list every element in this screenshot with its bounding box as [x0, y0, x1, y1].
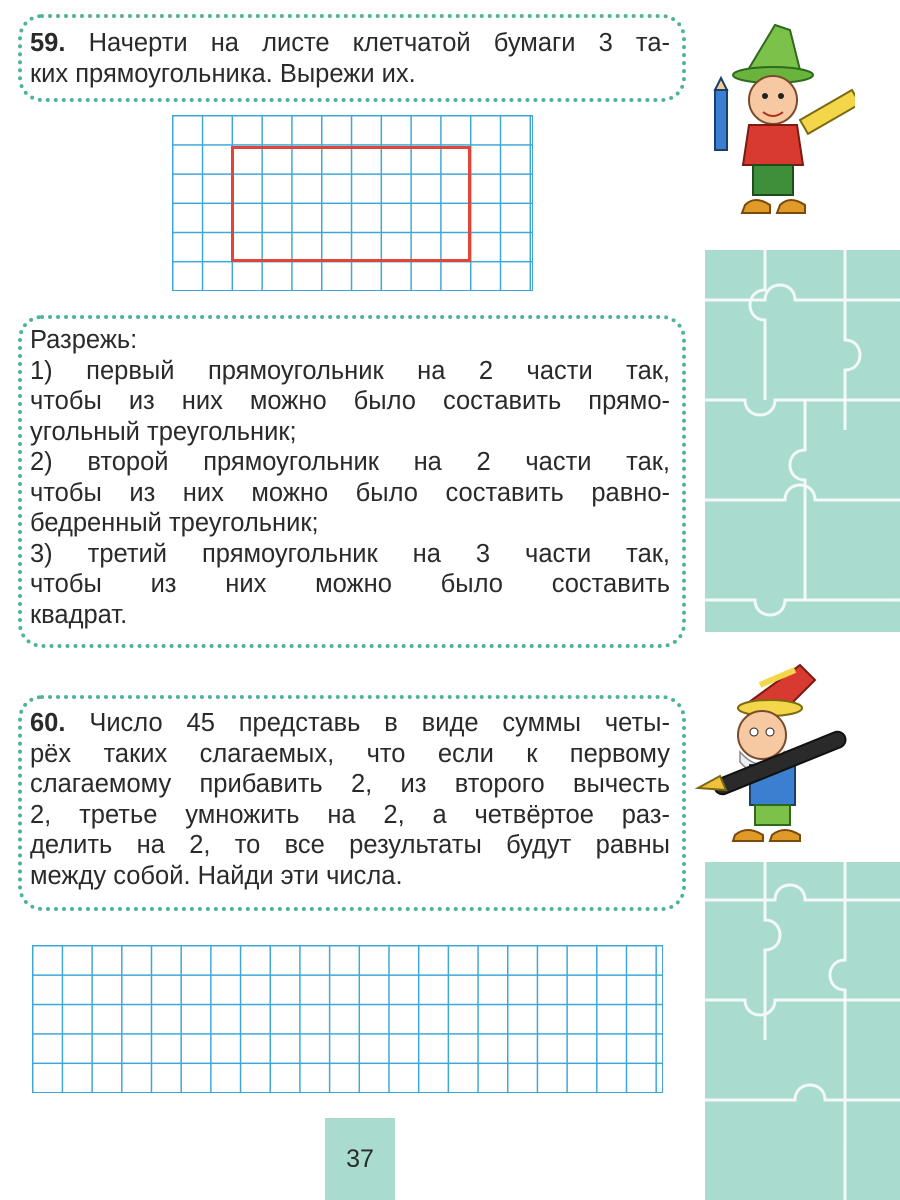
cut-line-2: 1) первый прямоугольник на 2 части так,: [30, 356, 670, 385]
cut-line-6: чтобы из них можно было составить равно-: [30, 478, 670, 507]
task-60-line-4: 2, третье умножить на 2, а четвёртое раз-: [30, 800, 670, 829]
gnome-with-pen-illustration: [690, 660, 860, 850]
task-59-line-2: ких прямоугольника. Вырежи их.: [30, 59, 416, 88]
cut-line-1: Разрежь:: [30, 326, 138, 354]
task-60-line-6: между собой. Найди эти числа.: [30, 861, 403, 890]
red-rectangle-drawing: [231, 146, 471, 262]
cut-instructions-text: [30, 325, 670, 630]
task-60-line-1: Число 45 представь в виде суммы четы-: [65, 709, 670, 737]
task-60-number: 60.: [30, 709, 66, 737]
task-59-line-1: Начерти на листе клетчатой бумаги 3 та-: [88, 29, 670, 57]
cut-line-3: чтобы из них можно было составить прямо-: [30, 387, 670, 415]
task-59-number: 59.: [30, 29, 66, 57]
gnome-with-pencil-illustration: [705, 20, 855, 230]
cut-line-4: угольный треугольник;: [30, 417, 297, 446]
grid-paper-task-60: [32, 945, 663, 1093]
cut-line-7: бедренный треугольник;: [30, 509, 319, 537]
cut-line-8: 3) третий прямоугольник на 3 части так,: [30, 539, 670, 568]
task-60-line-5: делить на 2, то все результаты будут равны: [30, 831, 670, 859]
page-number: 37: [346, 1145, 374, 1173]
cut-line-9: чтобы из них можно было составить: [30, 570, 670, 598]
cut-line-10: квадрат.: [30, 600, 128, 629]
task-59-text: [30, 28, 670, 89]
task-60-line-3: слагаемому прибавить 2, из второго вычесть: [30, 770, 670, 798]
task-60-line-2: рёх таких слагаемых, что если к первому: [30, 739, 670, 768]
task-60-text: [30, 708, 670, 891]
cut-line-5: 2) второй прямоугольник на 2 части так,: [30, 448, 670, 476]
